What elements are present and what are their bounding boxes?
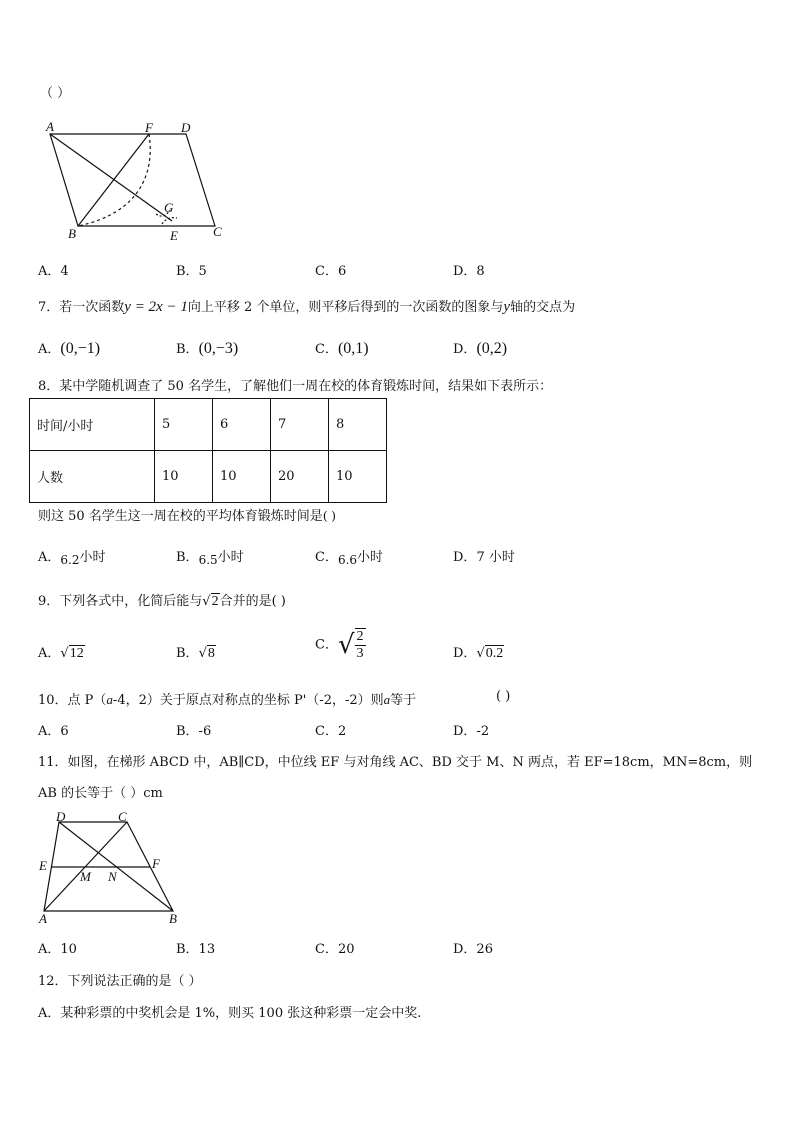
q7-option-a-letter: A． [38,342,61,357]
q7-option-c-value: (0,1) [337,340,369,357]
q10-part1: 10．点 P（ [38,693,107,708]
q11-option-d[interactable]: D．26 [453,942,493,957]
q10-answer-paren: ( ) [496,689,511,704]
table-cell: 7 [271,399,329,451]
q10-part3: 等于 [390,693,417,708]
q8-option-b-value: 6.5 [198,553,218,567]
q8-option-a-value: 6.2 [60,553,80,567]
q8-question-text: 则这 50 名学生这一周在校的平均体育锻炼时间是 [38,509,323,524]
q9-option-d-radicand: 0.2 [485,646,504,661]
q6-label-C: C [213,224,222,239]
q11-stem-line2: AB 的长等于（ ）cm [38,786,163,801]
q10-stem [38,689,416,708]
q7-option-c[interactable] [315,338,369,358]
q7-option-b[interactable] [176,338,238,358]
q11-option-c[interactable]: C．20 [315,942,355,957]
q6-answer-paren: （ ） [40,86,71,101]
q11-label-M: M [80,869,91,884]
q9-option-d[interactable] [453,642,504,662]
q9-option-c-fraction [355,628,366,662]
q11-label-B: B [169,911,177,926]
q8-option-d-unit: 小时 [484,550,515,565]
q7-prefix: 7．若一次函数 [38,300,125,315]
q11-stem-line1: 11．如图，在梯形 ABCD 中，AB∥CD，中位线 EF 与对角线 AC、BD 交于 M、N 两点，若 EF=18cm，MN=8cm，则 [38,755,753,770]
q8-option-d-value: 7 [476,550,485,565]
q6-label-D: D [181,120,191,135]
table-cell: 6 [213,399,271,451]
q6-label-B: B [68,226,76,241]
q8-option-b[interactable] [176,546,244,565]
q8-option-c[interactable] [315,546,383,565]
q6-label-E: E [170,228,178,243]
q10-option-d[interactable]: D．-2 [453,724,490,739]
q9-option-d-letter: D． [453,646,477,661]
q7-middle: 向上平移 2 个单位，则平移后得到的一次函数的图象与 [187,300,504,315]
q12-stem: 12．下列说法正确的是（ ） [38,974,202,989]
q7-equation: y = 2x − 1 [124,299,188,315]
q8-option-c-value: 6.6 [337,553,358,567]
q9-option-a-radicand: 12 [69,646,84,661]
q9-option-c-letter: C． [315,637,338,653]
sqrt-icon: √0.2 [476,646,504,661]
q8-option-d-letter: D． [453,550,477,565]
table-cell: 10 [213,451,271,503]
q10-variable-a: a [383,692,391,707]
q11-trapezoid-figure [36,808,186,930]
q10-option-c[interactable]: C．2 [315,724,347,739]
q8-option-d[interactable] [453,546,515,565]
table-cell: 10 [329,451,387,503]
q10-variable-a: a [106,692,113,707]
q10-part2: -4，2）关于原点对称点的坐标 P'（-2，-2）则 [112,693,384,708]
q6-label-G: G [164,200,174,215]
q7-option-a-value: (0,−1) [60,340,101,357]
q7-option-d[interactable] [453,338,507,358]
q8-option-a[interactable] [38,546,106,565]
q11-option-b[interactable]: B．13 [176,942,216,957]
q11-label-C: C [118,809,127,824]
table-row [30,399,387,451]
q9-radicand: 2 [211,594,219,609]
q6-parallelogram-figure [40,118,240,248]
q6-option-c[interactable]: C．6 [315,264,347,279]
q7-option-b-letter: B． [176,342,199,357]
q11-label-F: F [152,856,160,871]
table-cell: 10 [155,451,213,503]
q6-option-a[interactable]: A．4 [38,264,69,279]
table-cell: 20 [271,451,329,503]
table-row [30,451,387,503]
table-cell: 8 [329,399,387,451]
q7-suffix: 轴的交点为 [510,300,576,315]
q7-option-b-value: (0,−3) [198,340,239,357]
q8-question [38,505,336,524]
q11-option-a[interactable]: A．10 [38,942,77,957]
q10-option-b[interactable]: B．-6 [176,724,212,739]
q7-option-d-value: (0,2) [476,340,508,357]
table-cell: 时间/小时 [30,399,155,451]
q9-option-b-radicand: 8 [207,646,215,661]
q8-option-b-unit: 小时 [217,550,244,565]
q6-label-F: F [145,120,153,135]
q8-data-table [29,398,387,503]
q8-option-b-letter: B． [176,550,199,565]
q9-option-b-letter: B． [176,646,199,661]
q11-label-E: E [39,858,47,873]
q11-label-A: A [39,911,47,926]
q11-label-N: N [108,869,117,884]
q9-prefix: 9．下列各式中，化简后能与 [38,594,203,609]
q7-option-d-letter: D． [453,342,477,357]
q8-stem: 8．某中学随机调查了 50 名学生，了解他们一周在校的体育锻炼时间，结果如下表所示： [38,379,553,394]
table-cell: 5 [155,399,213,451]
q7-stem [38,296,575,316]
q9-option-b[interactable] [176,642,216,662]
table-cell: 人数 [30,451,155,503]
q7-option-a[interactable] [38,338,100,358]
q8-option-a-unit: 小时 [79,550,106,565]
q6-label-A: A [46,119,54,134]
q9-option-a-letter: A． [38,646,61,661]
q6-option-d[interactable]: D．8 [453,264,485,279]
q9-option-c-denominator: 3 [356,646,364,661]
q11-label-D: D [56,809,66,824]
q7-option-c-letter: C． [315,342,338,357]
q9-suffix: 合并的是( ) [219,594,286,609]
sqrt-icon: √ [337,630,355,660]
sqrt-icon: √2 [202,594,219,609]
q8-option-a-letter: A． [38,550,61,565]
q9-option-c-numerator: 2 [356,629,364,644]
q10-option-a[interactable]: A．6 [38,724,69,739]
sqrt-icon: √8 [198,646,215,661]
q8-option-c-letter: C． [315,550,338,565]
q9-option-a[interactable] [38,642,85,662]
q6-option-b[interactable]: B．5 [176,264,207,279]
q8-option-c-unit: 小时 [357,550,384,565]
q9-option-c[interactable] [315,628,366,662]
sqrt-icon: √12 [60,646,84,661]
q9-stem [38,590,286,610]
q8-answer-paren: ( ) [322,509,336,523]
q7-axis: y [503,299,511,315]
q12-option-a[interactable]: A．某种彩票的中奖机会是 1%，则买 100 张这种彩票一定会中奖. [38,1006,422,1021]
